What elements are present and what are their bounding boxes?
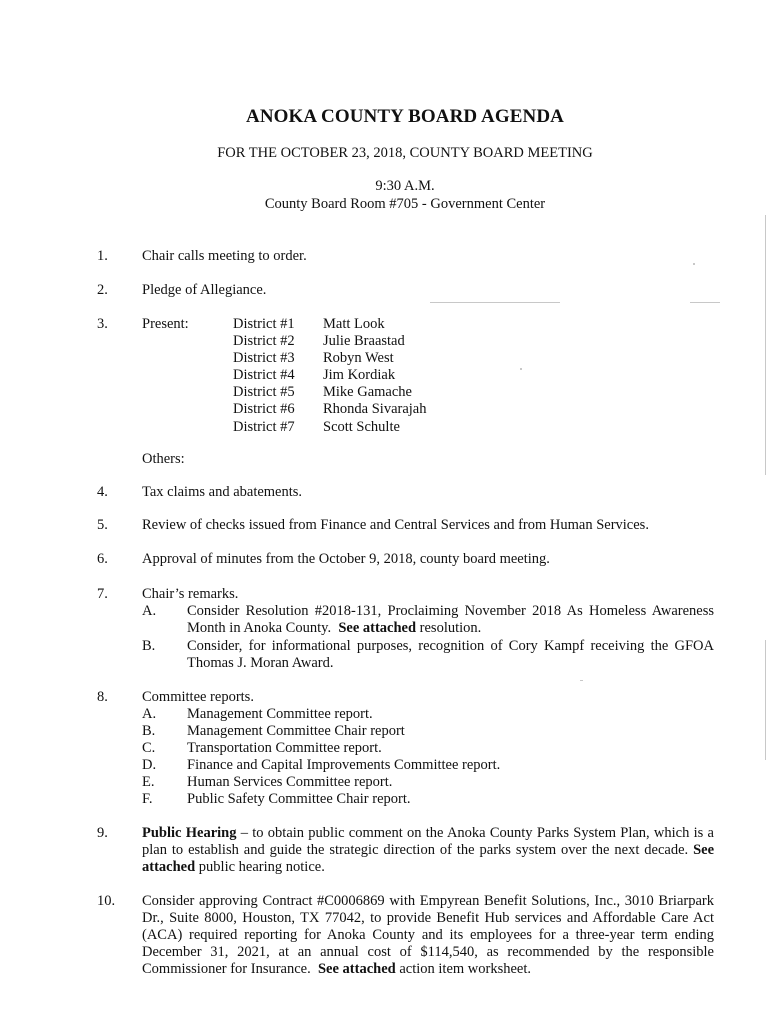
- item-line: Dr., Suite 8000, Houston, TX 77042, to provide Benefit Hub services and Affordable Care Act: [142, 910, 714, 926]
- item-number: 4.: [97, 484, 108, 500]
- district-label: District #6: [233, 401, 295, 418]
- subitem-line: Consider, for informational purposes, recognition of Cory Kampf receiving the GFOA: [187, 638, 714, 654]
- commissioner-name: Robyn West: [323, 350, 394, 367]
- scan-artifact: [520, 368, 522, 370]
- item-text: Chair calls meeting to order.: [142, 248, 307, 264]
- district-label: District #1: [233, 316, 295, 332]
- scan-artifact: [430, 302, 560, 303]
- see-attached-bold: See attached: [338, 620, 417, 636]
- commissioner-name: Julie Braastad: [323, 333, 405, 350]
- subitem-line: Finance and Capital Improvements Committee report.: [187, 757, 501, 773]
- roster-row: [233, 316, 533, 333]
- subitem-line: Public Safety Committee Chair report.: [187, 791, 411, 807]
- item-number: 5.: [97, 517, 108, 533]
- district-label: District #4: [233, 367, 295, 384]
- district-label: District #3: [233, 350, 295, 367]
- roster-row: [233, 401, 533, 418]
- see-attached-bold: See attached: [317, 961, 396, 977]
- roster-row: [233, 419, 533, 436]
- see-bold: See: [693, 842, 715, 858]
- subitem-letter: E.: [142, 774, 155, 790]
- item-number: 8.: [97, 689, 108, 705]
- subitem-letter: B.: [142, 723, 156, 739]
- district-label: District #2: [233, 333, 295, 350]
- scan-artifact: [693, 263, 695, 265]
- district-label: District #5: [233, 384, 295, 401]
- others-label: Others:: [142, 451, 185, 467]
- present-label: Present:: [142, 316, 189, 332]
- subitem-letter: F.: [142, 791, 153, 807]
- commissioner-name: Jim Kordiak: [323, 367, 396, 384]
- attached-bold: attached: [142, 859, 196, 875]
- subitem-letter: B.: [142, 638, 156, 654]
- item-line: December 31, 2021, at an annual cost of $114,540, as recommended by the responsible: [142, 944, 714, 960]
- scan-artifact: [580, 680, 583, 681]
- roster-row: [233, 333, 533, 350]
- item-number: 6.: [97, 551, 108, 567]
- commissioner-name: Scott Schulte: [323, 418, 400, 435]
- subitem-letter: D.: [142, 757, 157, 773]
- item-number: 7.: [97, 586, 108, 602]
- commissioner-name: Rhonda Sivarajah: [323, 401, 427, 418]
- roster-row: [233, 367, 533, 384]
- item-line: plan to establish and guide the strategic direction of the parks system over the next decade. See: [142, 842, 715, 858]
- subitem-letter: C.: [142, 740, 156, 756]
- commissioner-name: Matt Look: [323, 316, 385, 332]
- attendance-roster: [233, 316, 533, 436]
- item-number: 2.: [97, 282, 108, 298]
- public-hearing-bold: Public Hearing: [142, 825, 237, 841]
- item-text: Approval of minutes from the October 9, 2018, county board meeting.: [142, 551, 550, 567]
- item-line: Consider approving Contract #C0006869 with Empyrean Benefit Solutions, Inc., 3010 Briarpark: [142, 893, 714, 909]
- scan-artifact: [690, 302, 720, 303]
- item-line: attached public hearing notice.: [142, 859, 325, 875]
- subitem-line: Thomas J. Moran Award.: [187, 655, 334, 671]
- subitem-line: Management Committee report.: [187, 706, 373, 722]
- meeting-location: County Board Room #705 - Government Center: [264, 196, 546, 212]
- item-text: Review of checks issued from Finance and Central Services and from Human Services.: [142, 517, 649, 533]
- item-number: 3.: [97, 316, 108, 332]
- subitem-line: Consider Resolution #2018-131, Proclaiming November 2018 As Homeless Awareness: [187, 603, 714, 619]
- commissioner-name: Mike Gamache: [323, 384, 412, 401]
- item-text: Chair’s remarks.: [142, 586, 239, 602]
- item-text: Committee reports.: [142, 689, 254, 705]
- subitem-letter: A.: [142, 706, 157, 722]
- item-number: 10.: [97, 893, 116, 909]
- item-line: Public Hearing – to obtain public comment on the Anoka County Parks System Plan, which is a: [142, 825, 714, 841]
- subitem-letter: A.: [142, 603, 157, 619]
- item-text: Tax claims and abatements.: [142, 484, 303, 500]
- item-number: 9.: [97, 825, 108, 841]
- subitem-line: Management Committee Chair report: [187, 723, 405, 739]
- roster-row: [233, 384, 533, 401]
- subitem-line: Transportation Committee report.: [187, 740, 382, 756]
- item-line: (ACA) required reporting for Anoka County and its employees for a three-year term ending: [142, 927, 714, 943]
- subitem-line: Month in Anoka County. See attached resolution.: [187, 620, 482, 636]
- scan-artifact: [765, 215, 766, 475]
- meeting-time: 9:30 A.M.: [375, 178, 435, 194]
- district-label: District #7: [233, 418, 295, 435]
- roster-row: [233, 350, 533, 367]
- scan-artifact: [765, 640, 766, 760]
- item-number: 1.: [97, 248, 108, 264]
- subitem-line: Human Services Committee report.: [187, 774, 393, 790]
- item-line: Commissioner for Insurance. See attached action item worksheet.: [142, 961, 531, 977]
- agenda-title: ANOKA COUNTY BOARD AGENDA: [246, 106, 564, 127]
- meeting-date-line: FOR THE OCTOBER 23, 2018, COUNTY BOARD MEETING: [217, 145, 593, 161]
- item-text: Pledge of Allegiance.: [142, 282, 267, 298]
